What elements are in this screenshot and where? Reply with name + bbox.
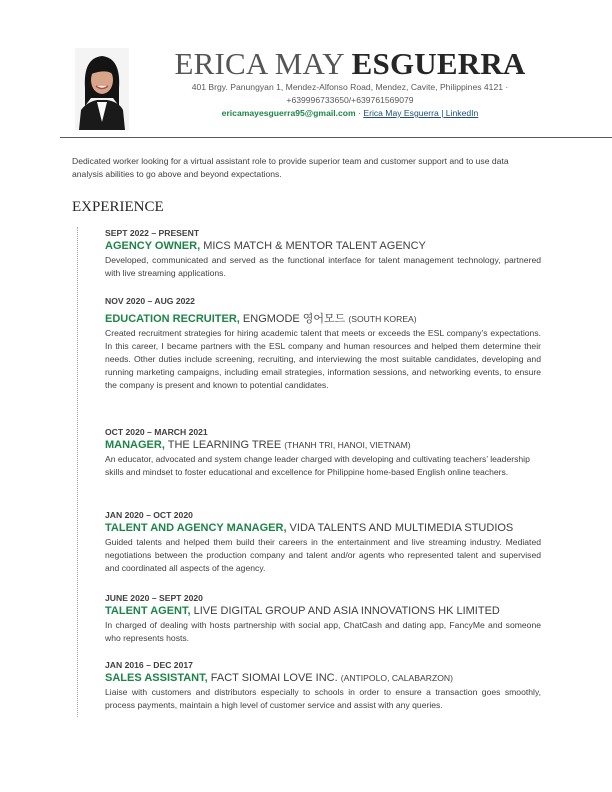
- email-link[interactable]: ericamayesguerra95@gmail.com: [221, 108, 356, 118]
- profile-photo: [75, 48, 129, 130]
- candidate-name: [130, 46, 570, 82]
- job-role: TALENT AND AGENCY MANAGER,: [105, 522, 287, 534]
- job-description: Guided talents and helped them build their careers in the entertainment and live streaming industry. Mediated negotiations between the production company and talent and/or agents who represented talent and supervised and coordinated all aspects of the agency.: [105, 537, 541, 573]
- job-location: (ANTIPOLO, CALABARZON): [340, 673, 453, 683]
- job-entry: [105, 509, 541, 575]
- last-name: ESGUERRA: [351, 46, 526, 81]
- job-title: [105, 671, 541, 686]
- timeline-line: [77, 227, 78, 717]
- job-role: SALES ASSISTANT,: [105, 672, 208, 684]
- job-company: THE LEARNING TREE: [164, 439, 285, 451]
- separator: ·: [355, 108, 364, 118]
- job-location: (THANH TRI, HANOI, VIETNAM): [284, 440, 411, 450]
- address: 401 Brgy. Panungyan 1, Mendez-Alfonso Road, Mendez, Cavite, Philippines 4121 ·: [191, 82, 509, 92]
- linkedin-link[interactable]: Erica May Esguerra | LinkedIn: [363, 108, 479, 118]
- job-date: OCT 2020 – MARCH 2021: [105, 427, 208, 437]
- job-entry: [105, 592, 541, 645]
- job-company: ENGMODE 영어모드: [239, 313, 349, 325]
- job-title: [105, 604, 541, 619]
- contact-info: [130, 81, 570, 120]
- job-title: [105, 239, 541, 254]
- job-description: In charged of dealing with hosts partnership with social app, ChatCash and dating app, FancyMe and someone who represents hosts.: [105, 620, 541, 643]
- job-company: VIDA TALENTS AND MULTIMEDIA STUDIOS: [286, 522, 514, 534]
- job-title: [105, 438, 541, 453]
- job-date: SEPT 2022 – PRESENT: [105, 228, 200, 238]
- job-description: Created recruitment strategies for hiring academic talent that meets or exceeds the ESL company’s expectations. In this career, I became partners with the ESL company and human resources and helped them determine their needs. Other duties include screening, recruiting, and interviewing the most suitable candidates, developing and running marketing campaigns, including email strategies, information sessions, and networking events, to ensure the company is present and known to potential candidates.: [105, 328, 541, 390]
- job-date: JAN 2020 – OCT 2020: [105, 510, 193, 520]
- job-entry: [105, 426, 541, 479]
- job-entry: [105, 659, 541, 712]
- job-description: Developed, communicated and served as the functional interface for talent management technology, partnered with live streaming applications.: [105, 255, 541, 278]
- job-title: [105, 312, 541, 327]
- job-company: MICS MATCH & MENTOR TALENT AGENCY: [200, 240, 426, 252]
- summary: Dedicated worker looking for a virtual assistant role to provide superior team and customer support and to use data analysis abilities to go above and beyond expectations.: [72, 156, 509, 179]
- job-company: FACT SIOMAI LOVE INC.: [207, 672, 341, 684]
- job-entry: [105, 295, 541, 392]
- first-names: ERICA MAY: [174, 46, 344, 81]
- job-company: LIVE DIGITAL GROUP AND ASIA INNOVATIONS HK LIMITED: [190, 605, 500, 617]
- job-role: AGENCY OWNER,: [105, 240, 201, 252]
- job-description: An educator, advocated and system change leader charged with developing and cultivating teachers’ leadership skills and mindset to foster educational and excellence for Philippine home-based English online teachers.: [105, 454, 530, 477]
- job-description: Liaise with customers and distributors especially to schools in order to ensure a transaction goes smoothly, process payments, maintain a high level of customer service and assist with any queries.: [105, 687, 541, 710]
- header-divider: [60, 137, 612, 138]
- job-role: EDUCATION RECRUITER,: [105, 313, 240, 325]
- job-date: JUNE 2020 – SEPT 2020: [105, 593, 203, 603]
- job-date: NOV 2020 – AUG 2022: [105, 296, 195, 306]
- job-date: JAN 2016 – DEC 2017: [105, 660, 193, 670]
- job-entry: [105, 227, 541, 280]
- experience-heading: EXPERIENCE: [72, 199, 164, 215]
- job-location: (SOUTH KOREA): [348, 314, 417, 324]
- job-role: TALENT AGENT,: [105, 605, 191, 617]
- job-role: MANAGER,: [105, 439, 165, 451]
- phone-numbers: +639996733650/+639761569079: [286, 95, 414, 105]
- job-title: [105, 521, 541, 536]
